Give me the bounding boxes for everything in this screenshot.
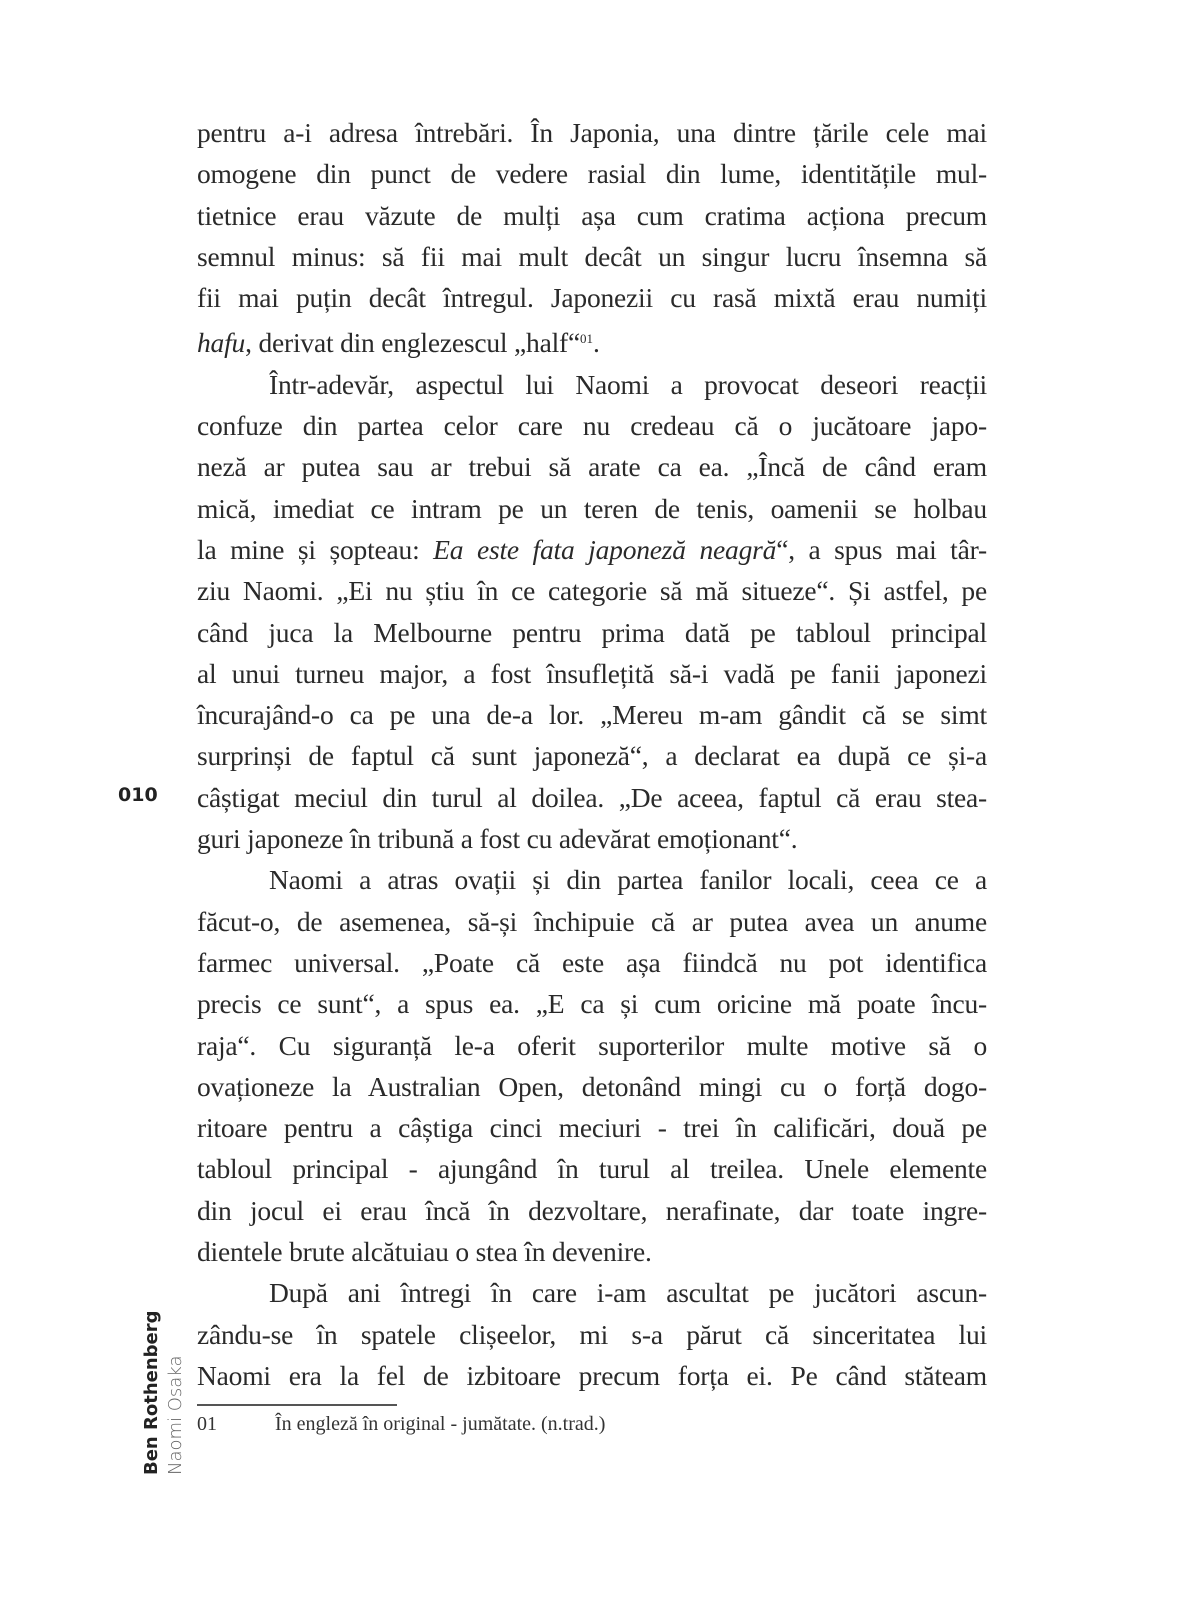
footnote-divider xyxy=(197,1404,397,1406)
text-line: din jocul ei erau încă în dezvoltare, nerafinate, dar toate ingre- xyxy=(197,1194,987,1226)
text-line: ovaționeze la Australian Open, detonând mingi cu o forță dogo- xyxy=(197,1070,987,1102)
text-line: făcut-o, de asemenea, să-și închipuie că ar putea avea un anume xyxy=(197,905,987,937)
text-line: încurajând-o ca pe una de-a lor. „Mereu m-am gândit că se simt xyxy=(197,699,987,731)
italic-quote: Ea este fata japoneză neagră xyxy=(433,533,777,565)
text-line: farmec universal. „Poate că este așa fiindcă nu pot identifica xyxy=(197,946,987,978)
text-line: pentru a-i adresa întrebări. În Japonia, una dintre țările cele mai xyxy=(197,117,987,148)
running-head-title: Naomi Osaka xyxy=(165,1355,186,1475)
text-line: tietnice erau văzute de mulți așa cum cratima acționa precum xyxy=(197,199,987,231)
text-line: zându-se în spatele clișeelor, mi s-a părut că sinceritatea lui xyxy=(197,1318,987,1350)
text-line xyxy=(197,529,987,570)
paragraph-start: Într-adevăr, aspectul lui Naomi a provocat deseori reacții xyxy=(269,368,987,400)
text-line: tabloul principal - ajungând în turul al treilea. Unele elemente xyxy=(197,1153,987,1185)
text-line: câștigat meciul din turul al doilea. „De aceea, faptul că erau stea- xyxy=(197,781,987,813)
text-line: mică, imediat ce intram pe un teren de tenis, oamenii se holbau xyxy=(197,492,987,524)
italic-term: hafu xyxy=(197,327,246,359)
text-fragment: . xyxy=(593,327,600,359)
text-fragment: , derivat din englezescul „half“ xyxy=(245,327,580,359)
page-number: 010 xyxy=(118,784,158,806)
footnote-text: În engleză în original - jumătate. (n.trad.) xyxy=(275,1413,606,1435)
running-head-author: Ben Rothenberg xyxy=(141,1310,162,1475)
text-line: Naomi era la fel de izbitoare precum forța ei. Pe când stăteam xyxy=(197,1359,987,1391)
text-line: confuze din partea celor care nu credeau că o jucătoare japo- xyxy=(197,410,987,442)
text-line: când juca la Melbourne pentru prima dată pe tabloul principal xyxy=(197,616,987,648)
text-line: ziu Naomi. „Ei nu știu în ce categorie să mă situeze“. Și astfel, pe xyxy=(197,575,987,607)
paragraph-start: După ani întregi în care i-am ascultat pe jucători ascun- xyxy=(269,1277,987,1309)
text-line: precis ce sunt“, a spus ea. „E ca și cum oricine mă poate încu- xyxy=(197,988,987,1020)
text-line: neză ar putea sau ar trebui să arate ca ea. „Încă de când eram xyxy=(197,451,987,483)
text-line: semnul minus: să fii mai mult decât un singur lucru însemna să xyxy=(197,240,987,272)
text-line: al unui turneu major, a fost însuflețită să-i vadă pe fanii japonezi xyxy=(197,657,987,689)
text-line: raja“. Cu siguranță le-a oferit suporterilor multe motive să o xyxy=(197,1029,987,1061)
text-line: ritoare pentru a câștiga cinci meciuri - trei în calificări, două pe xyxy=(197,1112,987,1144)
footnote xyxy=(197,1410,605,1438)
text-fragment: “, a spus mai târ- xyxy=(776,533,987,565)
footnote-ref[interactable]: 01 xyxy=(580,331,593,347)
text-line: fii mai puțin decât întregul. Japonezii cu rasă mixtă erau numiți xyxy=(197,282,987,314)
text-fragment: la mine și șopteau: xyxy=(197,533,434,565)
text-line: omogene din punct de vedere rasial din lume, identitățile mul- xyxy=(197,158,987,190)
paragraph-start: Naomi a atras ovații și din partea fanilor locali, ceea ce a xyxy=(269,864,987,896)
body-text xyxy=(197,112,987,1396)
text-line xyxy=(197,318,987,363)
running-head xyxy=(140,1310,188,1475)
text-line: dientele brute alcătuiau o stea în devenire. xyxy=(197,1236,652,1268)
text-line: surprinși de faptul că sunt japoneză“, a declarat ea după ce și-a xyxy=(197,740,987,772)
text-line: guri japoneze în tribună a fost cu adevărat emoționant“. xyxy=(197,823,798,855)
footnote-number: 01 xyxy=(197,1413,217,1435)
